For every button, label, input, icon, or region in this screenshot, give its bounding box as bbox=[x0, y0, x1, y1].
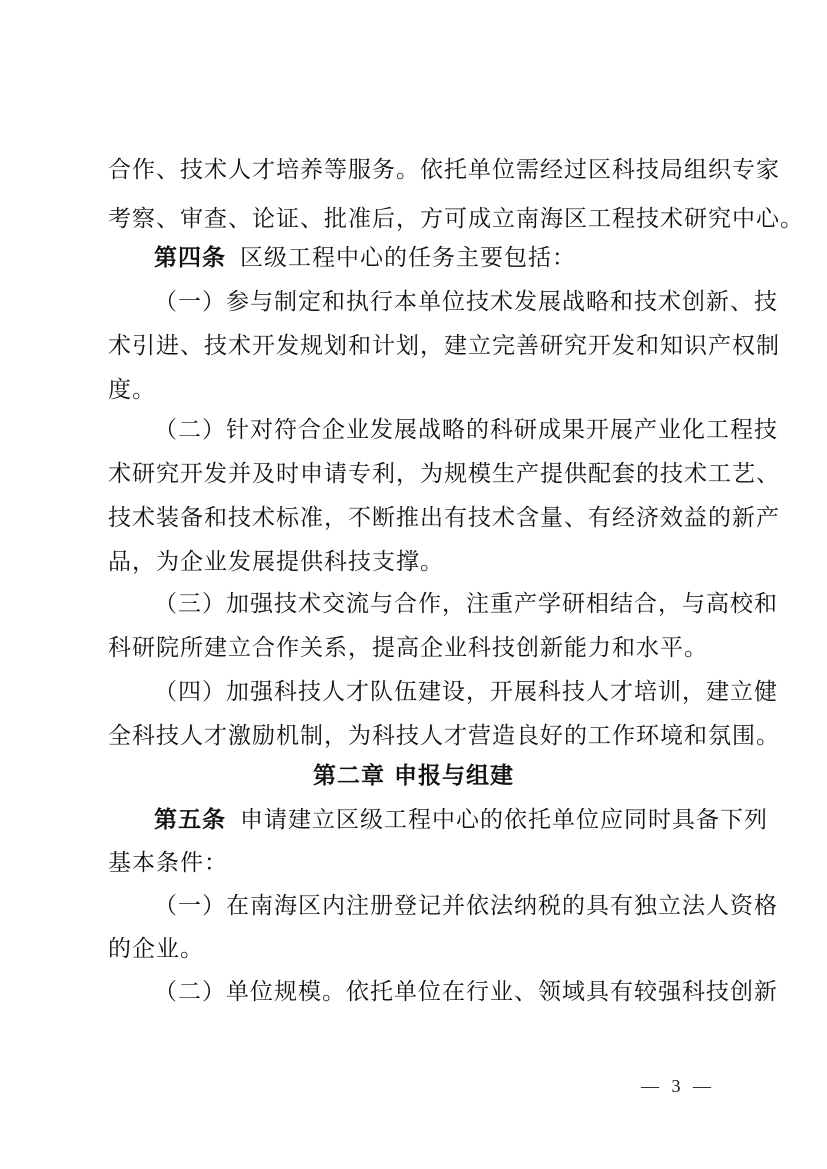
text-line-continuation-1: 合作、技术人才培养等服务。依托单位需经过区科技局组织专家 bbox=[108, 157, 780, 183]
item-1-line-2: 术引进、技术开发规划和计划，建立完善研究开发和知识产权制 bbox=[108, 333, 780, 359]
article-5-item-2-line-1: （二）单位规模。依托单位在行业、领域具有较强科技创新 bbox=[154, 979, 778, 1005]
item-1-line-1: （一）参与制定和执行本单位技术发展战略和技术创新、技 bbox=[154, 289, 778, 315]
article-5-item-1-line-1: （一）在南海区内注册登记并依法纳税的具有独立法人资格 bbox=[154, 893, 778, 919]
item-2-line-3: 技术装备和技术标准，不断推出有技术含量、有经济效益的新产 bbox=[108, 505, 780, 531]
item-3-line-1: （三）加强技术交流与合作，注重产学研相结合，与高校和 bbox=[154, 591, 778, 617]
item-4-line-1: （四）加强科技人才队伍建设，开展科技人才培训，建立健 bbox=[154, 679, 778, 705]
article-4-label: 第四条 bbox=[154, 245, 226, 271]
item-4-line-2: 全科技人才激励机制，为科技人才营造良好的工作环境和氛围。 bbox=[108, 723, 780, 749]
article-5-line-1 bbox=[154, 802, 768, 838]
item-3-line-2: 科研院所建立合作关系，提高企业科技创新能力和水平。 bbox=[108, 635, 708, 661]
article-5-text: 申请建立区级工程中心的依托单位应同时具备下列 bbox=[240, 807, 768, 833]
article-4-line bbox=[154, 240, 720, 276]
item-2-line-2: 术研究开发并及时申请专利，为规模生产提供配套的技术工艺、 bbox=[108, 461, 780, 487]
article-4-text: 区级工程中心的任务主要包括： bbox=[240, 245, 576, 271]
chapter-2-heading: 第二章 申报与组建 bbox=[312, 763, 514, 789]
item-2-line-4: 品，为企业发展提供科技支撑。 bbox=[108, 549, 444, 575]
article-5-label: 第五条 bbox=[154, 807, 226, 833]
item-2-line-1: （二）针对符合企业发展战略的科研成果开展产业化工程技 bbox=[154, 417, 778, 443]
item-1-line-3: 度。 bbox=[108, 377, 156, 403]
text-line-continuation-2: 考察、审查、论证、批准后，方可成立南海区工程技术研究中心。 bbox=[108, 206, 804, 232]
article-5-line-2: 基本条件： bbox=[108, 850, 228, 876]
article-5-item-1-line-2: 的企业。 bbox=[108, 936, 204, 962]
page-number: — 3 — bbox=[641, 1076, 715, 1096]
